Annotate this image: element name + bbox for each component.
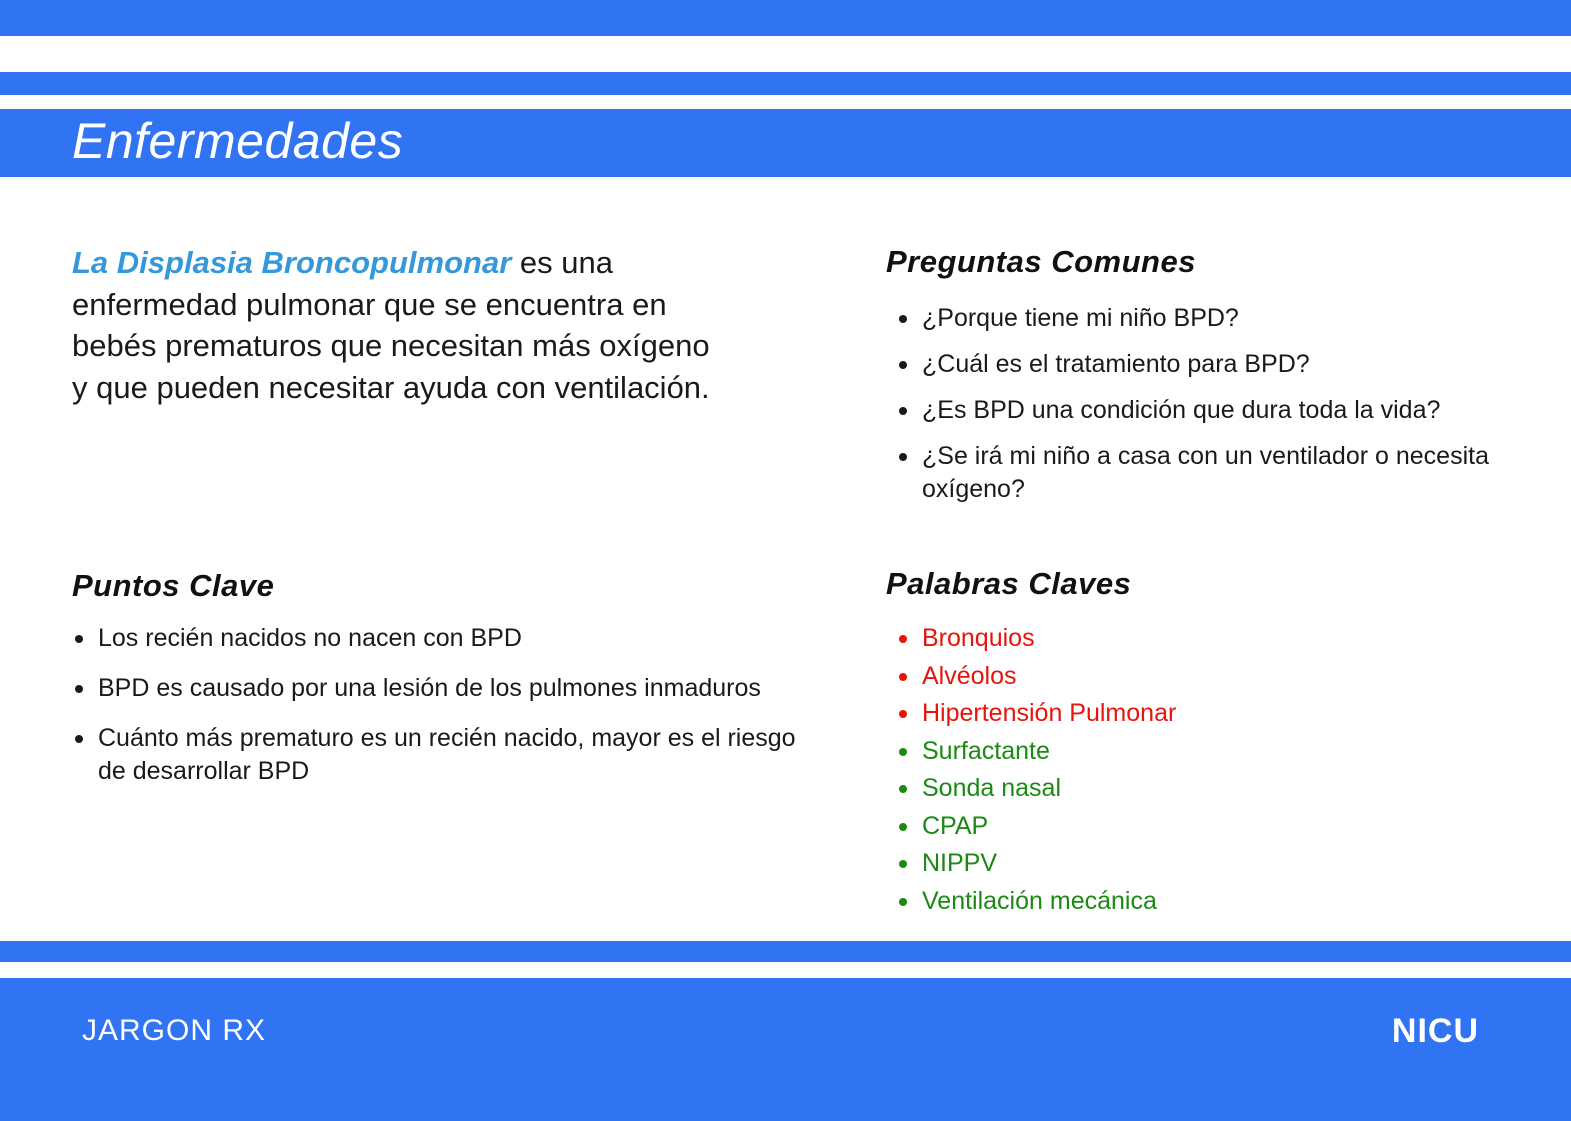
list-item: ¿Es BPD una condición que dura toda la vida? xyxy=(896,394,1536,427)
intro-text: es una enfermedad pulmonar que se encuentra en bebés prematuros que necesitan más oxígeno y que pueden necesitar ayuda con ventilación. xyxy=(72,245,710,405)
footer-unit: NICU xyxy=(1391,1012,1479,1050)
intro-highlight: La Displasia Broncopulmonar xyxy=(72,245,512,280)
keyword-item: NIPPV xyxy=(896,845,1416,883)
list-item: Cuánto más prematuro es un recién nacido, mayor es el riesgo de desarrollar BPD xyxy=(72,722,812,788)
puntos-list xyxy=(72,622,812,805)
list-item: BPD es causado por una lesión de los pulmones inmaduros xyxy=(72,672,812,705)
puntos-heading: Puntos Clave xyxy=(72,568,275,603)
preguntas-list xyxy=(896,302,1536,519)
palabras-heading: Palabras Claves xyxy=(886,566,1132,601)
list-item: ¿Porque tiene mi niño BPD? xyxy=(896,302,1536,335)
list-item: ¿Cuál es el tratamiento para BPD? xyxy=(896,348,1536,381)
keyword-item: Hipertensión Pulmonar xyxy=(896,695,1416,733)
intro-paragraph xyxy=(72,242,722,408)
keyword-item: Ventilación mecánica xyxy=(896,883,1416,921)
palabras-list xyxy=(896,620,1416,920)
keyword-item: Surfactante xyxy=(896,733,1416,771)
preguntas-heading: Preguntas Comunes xyxy=(886,244,1196,279)
keyword-item: Bronquios xyxy=(896,620,1416,658)
footer-brand: JARGON RX xyxy=(82,1014,267,1047)
keyword-item: Sonda nasal xyxy=(896,770,1416,808)
keyword-item: Alvéolos xyxy=(896,658,1416,696)
footer-stripe-thin xyxy=(0,941,1571,962)
list-item: ¿Se irá mi niño a casa con un ventilador o necesita oxígeno? xyxy=(896,440,1536,506)
top-stripe-thin xyxy=(0,72,1571,95)
footer-bar xyxy=(0,978,1571,1121)
list-item: Los recién nacidos no nacen con BPD xyxy=(72,622,812,655)
page-title: Enfermedades xyxy=(72,113,404,169)
top-stripe xyxy=(0,0,1571,36)
keyword-item: CPAP xyxy=(896,808,1416,846)
